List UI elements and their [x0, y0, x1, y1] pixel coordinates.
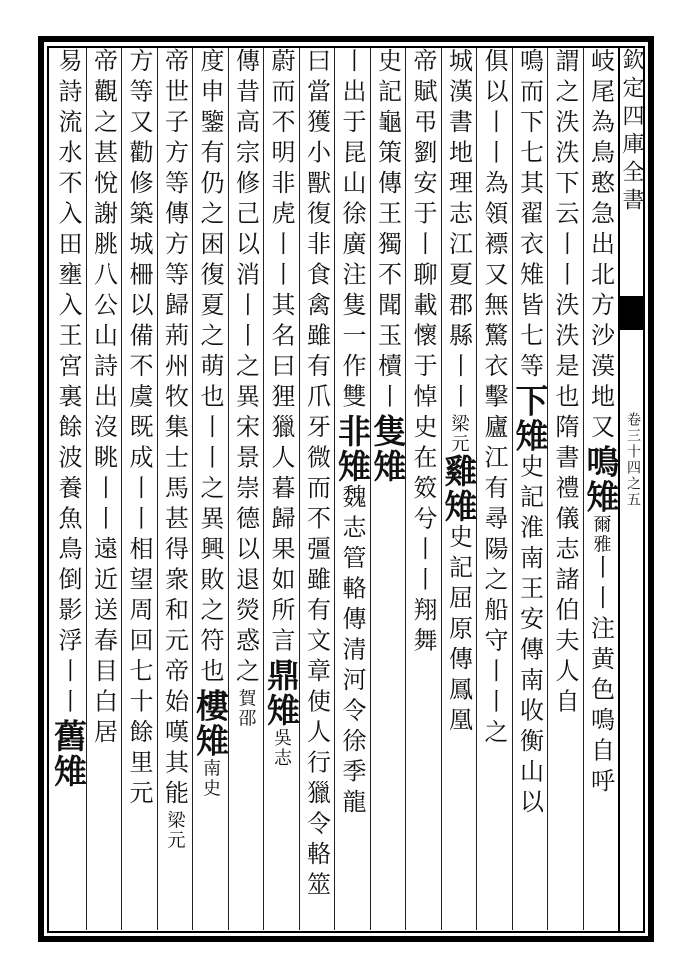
- text-run: 傳昔高宗修己以消丨丨之異宋景崇德以退熒惑之: [231, 48, 260, 689]
- headword: 雉: [368, 449, 408, 484]
- column-rule: [121, 48, 122, 930]
- text-run: 在笯兮丨丨翔舞: [409, 444, 437, 658]
- text-run: 帝觀之甚悅謝脁八公山詩出沒眺丨丨遠近送春目白居: [89, 48, 118, 750]
- column-rule: [334, 48, 335, 930]
- text-run: 丨出于昆山徐廣注隻一作雙: [338, 48, 366, 414]
- text-run: 易詩流水不入田壅入王宮裏餘波養魚鳥倒影浮丨丨: [54, 48, 82, 719]
- column-rule: [86, 48, 87, 930]
- column-rule: [192, 48, 193, 930]
- headword: 雞: [439, 454, 479, 489]
- headword: 雉: [333, 449, 372, 484]
- text-run: 魏志管輅傳清河令徐季龍: [338, 484, 366, 820]
- book-title: 欽定四庫全書: [619, 48, 644, 216]
- text-run: 鳴而下七其翟衣雉皆七等: [515, 48, 544, 384]
- column-rule: [157, 48, 158, 930]
- column-rule: [476, 48, 477, 930]
- text-run: 史記淮南王安傳南收衡山以: [515, 453, 544, 820]
- column-rule: [228, 48, 229, 930]
- text-run: 方等又勸修築城柵以備不虞既成丨丨相望周回七十餘里元: [125, 48, 153, 811]
- text-run: 擊廬江有尋陽之船守丨丨之: [480, 383, 508, 750]
- text-run: 俱以丨丨為領褾又無驚衣: [480, 48, 508, 384]
- column-rule: [583, 48, 584, 930]
- headword: 鳴: [581, 444, 621, 480]
- column-rule: [405, 48, 406, 930]
- column-rule: [299, 48, 300, 930]
- headword: 雉: [439, 489, 479, 524]
- headword: 雉: [510, 418, 550, 454]
- text-run: 隋書禮儀志諸伯夫人自: [551, 414, 579, 719]
- text-run: 帝世子方等傳方等歸荊州牧集士馬甚得衆和元帝始嘆其能: [160, 48, 189, 811]
- headword: 非: [333, 414, 372, 449]
- text-run: 使人行獵令輅筮: [302, 688, 331, 902]
- headword: 舊: [49, 719, 88, 754]
- small-note: 梁元: [448, 414, 470, 454]
- text-run: 蔚而不明非虎丨丨其名曰狸獵人暮歸果如所言: [267, 48, 295, 658]
- text-run: 丨丨注黄色鳴自呼: [586, 554, 615, 799]
- column-rule: [547, 48, 548, 930]
- headword: 雉: [49, 754, 88, 789]
- text-run: 曰當獲小獸復非食禽雖有爪牙微而不彊雖有文章: [302, 48, 331, 689]
- headword: 樓: [191, 688, 230, 724]
- text-run: 帝賦弔劉安于丨聊載懷于悼史: [409, 48, 437, 445]
- headword: 雉: [262, 693, 301, 728]
- text-run: 史記龜策傳王獨不聞玉櫝丨: [373, 48, 402, 414]
- juan-marker: 卷三十四之五: [625, 412, 641, 508]
- headword: 雉: [191, 723, 230, 759]
- small-note: 賀邵: [235, 688, 257, 729]
- text-run: 度申鑒有仍之困復夏之萌也丨丨之異興敗之符也: [196, 48, 224, 689]
- column-rule: [441, 48, 442, 930]
- small-note: 爾雅: [590, 514, 612, 555]
- column-rule: [370, 48, 371, 930]
- small-note: 梁元: [164, 810, 186, 851]
- headword: 下: [510, 383, 550, 419]
- headword: 雉: [581, 479, 621, 515]
- column-rule: [263, 48, 264, 930]
- text-run: 史記屈原傳鳳凰: [444, 524, 473, 738]
- headword: 隻: [368, 414, 408, 449]
- text-run: 岐尾為鳥憨急出北方沙漠地又: [586, 48, 615, 445]
- text-run: 謂之泆泆下云丨丨泆泆是也: [551, 48, 579, 414]
- small-note: 吳志: [271, 728, 292, 768]
- small-note: 南史: [200, 758, 221, 799]
- headword: 鼎: [262, 658, 301, 693]
- column-rule: [512, 48, 513, 930]
- text-run: 城漢書地理志江夏郡縣丨丨: [444, 48, 473, 414]
